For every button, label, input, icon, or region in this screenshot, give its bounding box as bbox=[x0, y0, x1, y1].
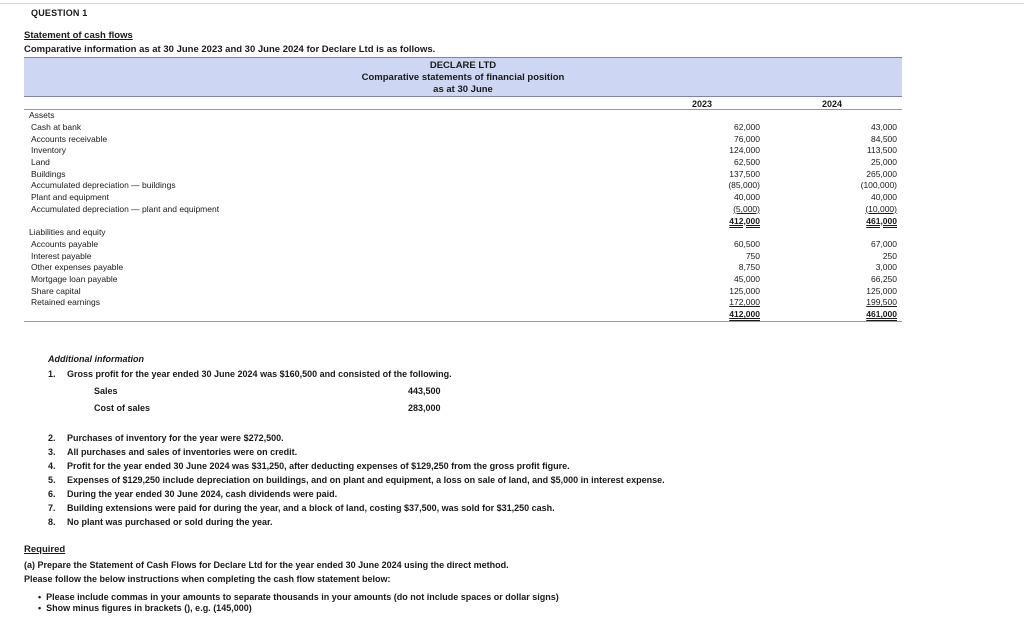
asset-value-2024: 113,500 bbox=[866, 145, 897, 156]
info-item-text: All purchases and sales of inventories were on credit. bbox=[67, 447, 298, 457]
liability-value-2023: 60,500 bbox=[734, 239, 760, 249]
table-bottom-rule bbox=[24, 321, 902, 322]
liability-value-2023: 45,000 bbox=[734, 274, 760, 285]
info-item-text: Expenses of $129,250 include depreciation on buildings, and on plant and equipment, a loss on sale of land, and $5,000 in interest expense. bbox=[67, 475, 665, 485]
liabilities-2024-column bbox=[817, 239, 897, 321]
liability-value-2023: 750 bbox=[745, 250, 760, 261]
asset-labels bbox=[31, 122, 219, 216]
asset-value-2024: (100,000) bbox=[860, 180, 897, 191]
info-item-text: Purchases of inventory for the year were $272,500. bbox=[67, 433, 284, 443]
liability-value-2024: 3,000 bbox=[875, 262, 897, 273]
info-item bbox=[48, 475, 665, 485]
asset-label: Accounts receivable bbox=[31, 133, 108, 144]
asset-label: Land bbox=[31, 157, 50, 168]
statement-banner bbox=[24, 57, 902, 97]
liability-value-2023: 125,000 bbox=[729, 285, 760, 296]
asset-value-2023: 76,000 bbox=[734, 133, 760, 144]
liability-label: Retained earnings bbox=[31, 297, 100, 308]
header-rule bbox=[24, 109, 902, 110]
statement-title: Comparative statements of financial position bbox=[361, 72, 565, 83]
company-name: DECLARE LTD bbox=[429, 60, 497, 71]
intro-text: Comparative information as at 30 June 2023 and 30 June 2024 for Declare Ltd is as follows. bbox=[24, 44, 436, 55]
liability-label: Accounts payable bbox=[31, 239, 99, 249]
sales-value: 443,500 bbox=[408, 386, 441, 396]
info-item-number: 5. bbox=[48, 475, 56, 485]
question-label: QUESTION 1 bbox=[31, 8, 88, 18]
liabilities-total-2024: 461,000 bbox=[866, 309, 897, 320]
asset-value-2023: 137,500 bbox=[729, 168, 760, 179]
assets-heading: Assets bbox=[29, 110, 55, 120]
sales-label: Sales bbox=[94, 386, 118, 396]
asset-value-2024: 43,000 bbox=[871, 122, 897, 132]
asset-value-2024: 25,000 bbox=[871, 157, 897, 168]
liability-label: Interest payable bbox=[31, 250, 92, 261]
top-divider bbox=[0, 3, 1024, 4]
liabilities-2023-column bbox=[680, 239, 760, 321]
liability-value-2024: 250 bbox=[882, 250, 897, 261]
liability-label: Mortgage loan payable bbox=[31, 274, 118, 285]
asset-value-2024: 265,000 bbox=[866, 168, 897, 179]
bullet-item: • Show minus figures in brackets (), e.g. (145,000) bbox=[38, 603, 252, 613]
year-2024-header: 2024 bbox=[822, 99, 843, 109]
bullet-item: • Please include commas in your amounts to separate thousands in your amounts (do not include spaces or dollar signs) bbox=[38, 592, 559, 602]
required-heading: Required bbox=[24, 544, 66, 555]
asset-value-2023: (5,000) bbox=[733, 203, 760, 214]
liability-label: Other expenses payable bbox=[31, 262, 124, 273]
asset-label: Plant and equipment bbox=[31, 192, 109, 203]
info-item-text: Profit for the year ended 30 June 2024 was $31,250, after deducting expenses of $129,250 from the gross profit figure. bbox=[67, 461, 570, 471]
liability-value-2024: 67,000 bbox=[871, 239, 897, 249]
asset-value-2023: (85,000) bbox=[728, 180, 760, 191]
liability-value-2024: 66,250 bbox=[871, 274, 897, 285]
liabilities-total-2023: 412,000 bbox=[729, 309, 760, 320]
info-item-text: No plant was purchased or sold during the year. bbox=[67, 517, 273, 527]
statement-date: as at 30 June bbox=[433, 84, 493, 95]
info-item bbox=[48, 503, 555, 513]
info-item-number: 6. bbox=[48, 489, 56, 499]
asset-value-2024: (10,000) bbox=[865, 203, 897, 214]
asset-label: Cash at bank bbox=[31, 122, 82, 132]
asset-value-2024: 84,500 bbox=[871, 133, 897, 144]
additional-info-title: Additional information bbox=[48, 354, 144, 364]
required-instructions: Please follow the below instructions when completing the cash flow statement below: bbox=[24, 574, 391, 584]
info-item-number: 2. bbox=[48, 433, 56, 443]
info-item-text: During the year ended 30 June 2024, cash dividends were paid. bbox=[67, 489, 338, 499]
assets-2024-column bbox=[817, 122, 897, 227]
info-item-number: 7. bbox=[48, 503, 56, 513]
liability-value-2024: 199,500 bbox=[866, 297, 897, 308]
liability-value-2023: 172,000 bbox=[729, 297, 760, 308]
cost-of-sales-value: 283,000 bbox=[408, 403, 441, 413]
assets-total-2024: 461,000 bbox=[866, 215, 897, 226]
year-2023-header: 2023 bbox=[692, 99, 713, 109]
info-item-number: 4. bbox=[48, 461, 56, 471]
liability-value-2023: 8,750 bbox=[738, 262, 760, 273]
info-item bbox=[48, 517, 273, 527]
asset-value-2023: 124,000 bbox=[729, 145, 760, 156]
info-item-text: Gross profit for the year ended 30 June 2024 was $160,500 and consisted of the following. bbox=[67, 369, 452, 379]
info-item-number: 8. bbox=[48, 517, 56, 527]
asset-value-2023: 40,000 bbox=[734, 192, 760, 203]
asset-label: Buildings bbox=[31, 168, 66, 179]
info-item-1 bbox=[48, 369, 452, 379]
info-item-text: Building extensions were paid for during the year, and a block of land, costing $37,500, was sold for $31,250 cash. bbox=[67, 503, 555, 513]
required-part-a: (a) Prepare the Statement of Cash Flows for Declare Ltd for the year ended 30 June 2024 using the direct method. bbox=[24, 560, 509, 570]
asset-label: Inventory bbox=[31, 145, 66, 156]
cost-of-sales-label: Cost of sales bbox=[94, 403, 151, 413]
liabilities-heading: Liabilities and equity bbox=[29, 227, 106, 237]
info-item-number: 3. bbox=[48, 447, 56, 457]
asset-value-2024: 40,000 bbox=[871, 192, 897, 203]
info-item bbox=[48, 433, 284, 443]
asset-label: Accumulated depreciation — buildings bbox=[31, 180, 176, 191]
asset-value-2023: 62,000 bbox=[734, 122, 760, 132]
liability-label: Share capital bbox=[31, 285, 81, 296]
liability-labels bbox=[31, 239, 123, 309]
info-item bbox=[48, 461, 570, 471]
section-heading: Statement of cash flows bbox=[24, 30, 133, 41]
info-item bbox=[48, 489, 337, 499]
liability-value-2024: 125,000 bbox=[866, 285, 897, 296]
assets-2023-column bbox=[680, 122, 760, 227]
asset-value-2023: 62,500 bbox=[734, 157, 760, 168]
assets-total-2023: 412,000 bbox=[729, 215, 760, 226]
asset-label: Accumulated depreciation — plant and equipment bbox=[31, 203, 220, 214]
info-item-number: 1. bbox=[48, 369, 56, 379]
info-item bbox=[48, 447, 297, 457]
